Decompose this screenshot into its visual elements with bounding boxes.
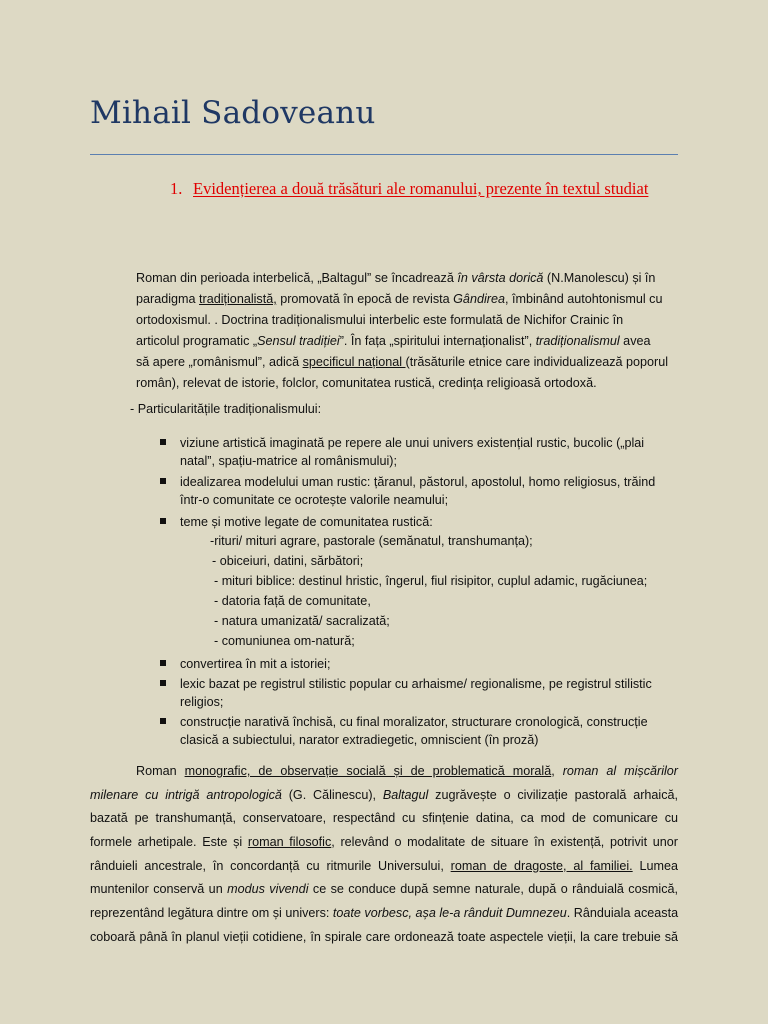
body-line: rânduieli ancestrale, în concordanță cu ritmurile Universului, roman de dragoste, al familiei. Lumea [90,858,678,873]
body-line: coboară până în planul vieții cotidiene, în spirale care ordonează toate aspectele vieții, la care trebuie să [90,929,678,944]
body-line: muntenilor conservă un modus vivendi ce se conduce după semne naturale, după o rânduială cosmică, [90,882,678,897]
section-number: 1. [170,179,183,198]
intro-line: articolul programatic „Sensul tradiției”. În fața „spiritului internaționalist”, tradiționalismul avea [136,334,651,348]
sub-item: - datoria față de comunitate, [214,594,371,608]
bullet-icon [160,680,166,686]
body-line: Roman monografic, de observație socială și de problematică morală, roman al mișcărilor [136,764,679,778]
subheading: - Particularitățile tradiționalismului: [130,402,322,416]
sub-item: - mituri biblice: destinul hristic, îngerul, fiul risipitor, cuplul adamic, rugăciunea; [214,574,648,588]
sub-item: - natura umanizată/ sacralizată; [214,614,390,628]
body-line: formele arhetipale. Este și roman filosofic, relevând o modalitate de situare în existență, potrivit unor [90,835,678,850]
intro-line: român), relevat de istorie, folclor, comunitatea rustică, credința religioasă ortodoxă. [136,376,597,390]
list-item: viziune artistică imaginată pe repere ale unui univers existențial rustic, bucolic („plai natal”, spațiu-matrice al românismului); [130,434,680,470]
intro-paragraph [136,268,680,394]
sub-item: - obiceiuri, datini, sărbători; [212,554,364,568]
list-item: lexic bazat pe registrul stilistic popular cu arhaisme/ regionalisme, pe registrul stilistic religios; [130,675,680,711]
body-line: milenare cu intrigă antropologică (G. Călinescu), Baltagul zugrăvește o civilizație pastorală arhaică, [90,787,678,802]
bullet-icon [160,660,166,666]
bullet-icon [160,439,166,445]
intro-line: să apere „românismul”, adică specificul național (trăsăturile etnice care individualizează poporul [136,355,669,369]
body-line: bazată pe transhumanță, conservatoare, respectând cu sfințenie datina, ca mod de comunicare cu [90,811,678,826]
bullet-icon [160,718,166,724]
list-item: teme și motive legate de comunitatea rustică: -rituri/ mituri agrare, pastorale (semănatul, transhumanța); - obiceiuri, datini, sărbători; - mituri biblice: destinul hristic, îngerul, fiul risipitor, cuplul adamic, rugăciunea; - datoria față de comunitate, - natura umanizată/ sacralizată; - comuniunea om-natură; [130,513,680,651]
sub-item: -rituri/ mituri agrare, pastorale (semănatul, transhumanța); [210,534,533,548]
body-line: reprezentând legătura dintre om și univers: toate vorbesc, așa le-a rânduit Dumnezeu. Rânduiala aceasta [90,906,679,921]
list-item: convertirea în mit a istoriei; [130,655,680,673]
list-item: idealizarea modelului uman rustic: țăranul, păstorul, apostolul, homo religiosus, trăind într-o comunitate ce ocrotește valorile neamului; [130,473,680,509]
bullet-list [130,434,680,749]
intro-line: paradigma tradiționalistă, promovată în epocă de revista Gândirea, îmbinând autohtonismul cu [136,292,663,306]
bullet-icon [160,518,166,524]
title-divider [90,154,678,155]
bullet-icon [160,478,166,484]
intro-line: ortodoxismul. . Doctrina tradiționalismului interbelic este formulată de Nichifor Crainic în [136,313,624,327]
body-paragraph [90,760,678,950]
section-heading [170,178,680,200]
section-title: Evidențierea a două trăsături ale romanului, prezente în textul studiat [193,179,649,198]
list-item: construcție narativă închisă, cu final moralizator, structurare cronologică, construcție clasică a subiectului, narator extradiegetic, omniscient (în proză) [130,713,680,749]
sub-item: - comuniunea om-natură; [214,634,355,648]
intro-line: Roman din perioada interbelică, „Baltagul” se încadrează în vârsta dorică (N.Manolescu) și în [136,271,656,285]
page-title: Mihail Sadoveanu [90,95,376,131]
